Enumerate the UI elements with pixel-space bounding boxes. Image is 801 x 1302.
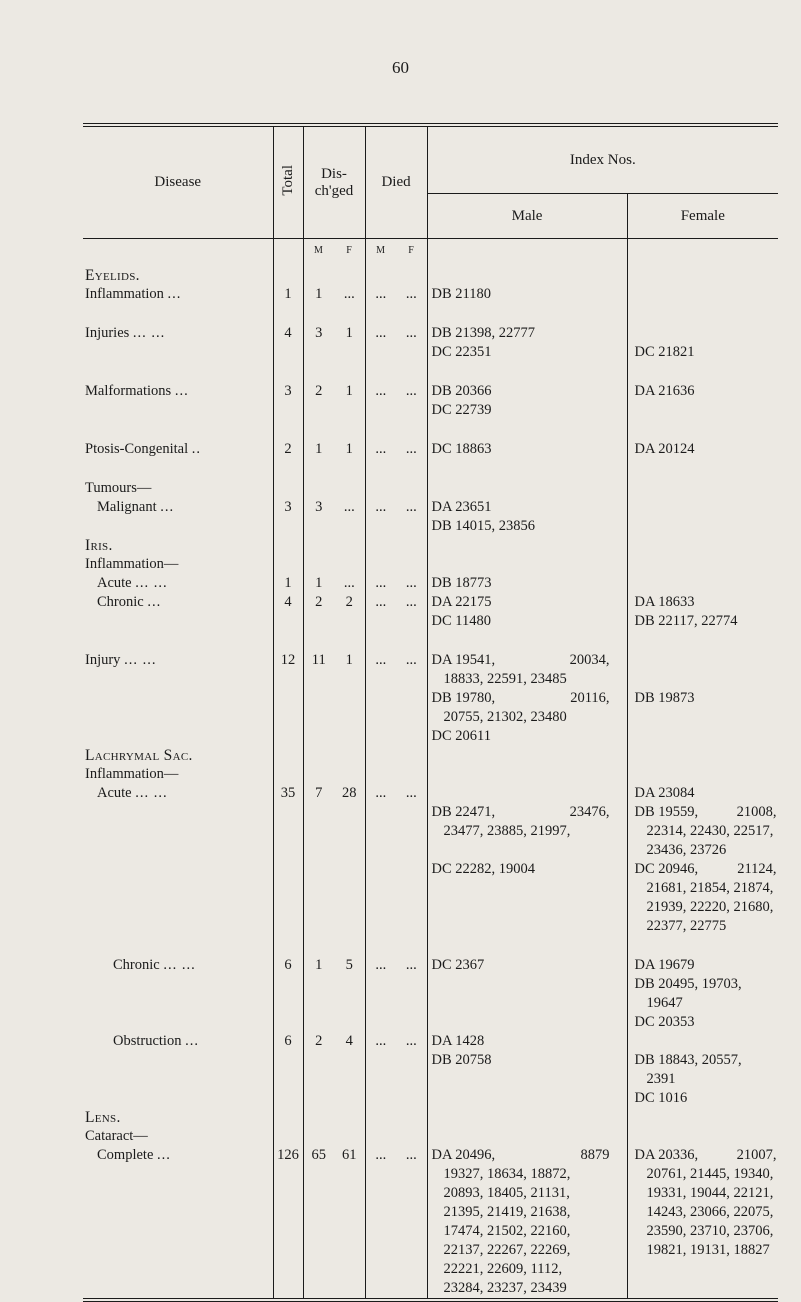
cell-died-f: ... <box>405 499 417 515</box>
header-total <box>273 125 303 239</box>
cell-male: DB 21398, 22777 DC 22351 <box>427 324 627 362</box>
table-row <box>83 593 778 631</box>
cell-died-f: ... <box>405 1147 417 1163</box>
sub-discharged-f: F <box>346 245 353 256</box>
header-male: Male <box>427 194 627 239</box>
cell-discharged-f: 2 <box>345 594 353 610</box>
cell-discharged-f: 61 <box>342 1147 357 1163</box>
cell-discharged-m: 1 <box>303 574 334 593</box>
cell-total: 4 <box>273 593 303 631</box>
cell-died-m: ... <box>365 382 396 420</box>
cell-died-m: ... <box>365 498 396 536</box>
table-row <box>83 784 778 936</box>
row-label: Malformations ... <box>85 383 189 399</box>
cell-total: 126 <box>273 1146 303 1300</box>
cell-male: DC 2367 <box>427 956 627 1032</box>
index-table <box>83 123 778 1302</box>
cell-discharged-f: ... <box>343 286 355 302</box>
cell-total: 3 <box>273 498 303 536</box>
cell-discharged-f: 1 <box>345 441 353 457</box>
row-label: Inflammation— <box>85 556 179 572</box>
table-row <box>83 536 778 555</box>
cell-died-f: ... <box>405 575 417 591</box>
cell-discharged-f: 4 <box>345 1033 353 1049</box>
sub-died-f: F <box>408 245 415 256</box>
cell-died-f: ... <box>405 594 417 610</box>
cell-female: DA 23084 DB 19559, 21008, 22314, 22430, 22517, 23436, 23726 DC 20946, 21124, 21681, 21854, 21874, 21939, 22220, 21680, 22377, 22775 <box>627 784 778 936</box>
cell-died-f: ... <box>405 325 417 341</box>
section-lachrymal-sac: Lachrymal Sac. <box>85 747 193 764</box>
cell-discharged-f: 1 <box>345 383 353 399</box>
cell-total: 6 <box>273 1032 303 1108</box>
cell-died-m: ... <box>365 593 396 631</box>
cell-died-f: ... <box>405 286 417 302</box>
row-label: Ptosis-Congenital .. <box>85 441 201 457</box>
row-label: Chronic ... <box>97 594 162 610</box>
table-row <box>83 555 778 574</box>
table-row <box>83 1108 778 1127</box>
cell-discharged-m: 2 <box>303 382 334 420</box>
cell-female: DA 19679 DB 20495, 19703, 19647 DC 20353 <box>627 956 778 1032</box>
row-label: Tumours— <box>85 480 152 496</box>
table-row <box>83 1032 778 1108</box>
cell-total: 12 <box>273 651 303 746</box>
cell-discharged-m: 11 <box>303 651 334 746</box>
table-row <box>83 382 778 420</box>
table-row <box>83 651 778 746</box>
section-eyelids: Eyelids. <box>85 267 140 284</box>
section-lens: Lens. <box>85 1109 121 1126</box>
cell-male: DB 20366 DC 22739 <box>427 382 627 420</box>
row-label: Chronic ... ... <box>113 957 196 973</box>
cell-discharged-m: 3 <box>303 324 334 362</box>
cell-discharged-m: 1 <box>303 440 334 459</box>
page-number: 60 <box>392 58 409 77</box>
cell-died-m: ... <box>365 651 396 746</box>
cell-discharged-f: 28 <box>342 785 357 801</box>
header-index-nos: Index Nos. <box>427 125 778 194</box>
cell-male: DA 19541, 20034, 18833, 22591, 23485 DB 19780, 20116, 20755, 21302, 23480 DC 20611 <box>427 651 627 746</box>
cell-died-m: ... <box>365 1032 396 1108</box>
table-row <box>83 1127 778 1146</box>
cell-died-m: ... <box>365 574 396 593</box>
table-row <box>83 498 778 536</box>
table-row <box>83 1146 778 1300</box>
row-label: Obstruction ... <box>113 1033 199 1049</box>
row-label: Inflammation ... <box>85 286 182 302</box>
cell-male: DB 18773 <box>427 574 627 593</box>
cell-female: DA 20124 <box>627 440 778 459</box>
cell-discharged-f: ... <box>343 499 355 515</box>
row-label: Inflammation— <box>85 766 179 782</box>
cell-male: DA 20496, 8879 19327, 18634, 18872, 20893, 18405, 21131, 21395, 21419, 21638, 17474, 21502, 22160, 22137, 22267, 22269, 22221, 22609, 1112, 23284, 23237, 23439 <box>427 1146 627 1300</box>
cell-female <box>627 574 778 593</box>
cell-male: DC 18863 <box>427 440 627 459</box>
cell-discharged-m: 3 <box>303 498 334 536</box>
cell-died-f: ... <box>405 441 417 457</box>
row-label: Acute ... ... <box>97 575 168 591</box>
cell-male: DB 22471, 23476, 23477, 23885, 21997, DC 22282, 19004 <box>427 784 627 936</box>
cell-total: 1 <box>273 574 303 593</box>
header-discharged: Dis- ch'ged <box>303 125 365 239</box>
cell-female: DB 18843, 20557, 2391 DC 1016 <box>627 1032 778 1108</box>
row-label: Cataract— <box>85 1128 148 1144</box>
cell-female: DA 21636 <box>627 382 778 420</box>
cell-total: 4 <box>273 324 303 362</box>
row-label: Injury ... ... <box>85 652 157 668</box>
row-label: Complete ... <box>97 1147 171 1163</box>
cell-discharged-m: 1 <box>303 956 334 1032</box>
cell-discharged-m: 2 <box>303 593 334 631</box>
table-row <box>83 746 778 765</box>
cell-died-m: ... <box>365 956 396 1032</box>
table-row <box>83 765 778 784</box>
section-iris: Iris. <box>85 537 113 554</box>
table-row <box>83 285 778 304</box>
cell-died-f: ... <box>405 383 417 399</box>
row-label: Malignant ... <box>97 499 175 515</box>
cell-died-m: ... <box>365 440 396 459</box>
cell-died-f: ... <box>405 957 417 973</box>
sub-discharged-m: M <box>303 239 334 267</box>
cell-male: DA 23651 DB 14015, 23856 <box>427 498 627 536</box>
table-row <box>83 440 778 459</box>
cell-total: 2 <box>273 440 303 459</box>
cell-died-m: ... <box>365 324 396 362</box>
cell-discharged-f: ... <box>343 575 355 591</box>
cell-female <box>627 498 778 536</box>
cell-female: DA 18633 DB 22117, 22774 <box>627 593 778 631</box>
table-row <box>83 479 778 498</box>
cell-died-f: ... <box>405 1033 417 1049</box>
table-row <box>83 956 778 1032</box>
table-row <box>83 324 778 362</box>
cell-discharged-m: 2 <box>303 1032 334 1108</box>
cell-died-m: ... <box>365 285 396 304</box>
cell-died-f: ... <box>405 785 417 801</box>
cell-discharged-f: 1 <box>345 652 353 668</box>
cell-discharged-m: 65 <box>303 1146 334 1300</box>
cell-male: DA 1428 DB 20758 <box>427 1032 627 1108</box>
cell-total: 35 <box>273 784 303 936</box>
cell-died-f: ... <box>405 652 417 668</box>
cell-total: 1 <box>273 285 303 304</box>
cell-discharged-f: 5 <box>345 957 353 973</box>
table-row <box>83 266 778 285</box>
cell-total: 3 <box>273 382 303 420</box>
row-label: Injuries ... ... <box>85 325 166 341</box>
cell-female <box>627 285 778 304</box>
cell-male: DA 22175 DC 11480 <box>427 593 627 631</box>
sub-died-m: M <box>365 239 396 267</box>
table-row <box>83 574 778 593</box>
cell-discharged-m: 7 <box>303 784 334 936</box>
cell-total: 6 <box>273 956 303 1032</box>
cell-discharged-m: 1 <box>303 285 334 304</box>
cell-male: DB 21180 <box>427 285 627 304</box>
cell-discharged-f: 1 <box>345 325 353 341</box>
header-disease: Disease <box>154 174 202 190</box>
cell-female: DC 21821 <box>627 324 778 362</box>
header-female: Female <box>627 194 778 239</box>
header-died: Died <box>365 125 427 239</box>
cell-female: DA 20336, 21007, 20761, 21445, 19340, 19331, 19044, 22121, 14243, 23066, 22075, 23590, 23710, 23706, 19821, 19131, 18827 <box>627 1146 778 1300</box>
cell-died-m: ... <box>365 1146 396 1300</box>
cell-died-m: ... <box>365 784 396 936</box>
row-label: Acute ... ... <box>97 785 168 801</box>
header-total-text: Total <box>279 164 296 196</box>
cell-female: DB 19873 <box>627 651 778 746</box>
